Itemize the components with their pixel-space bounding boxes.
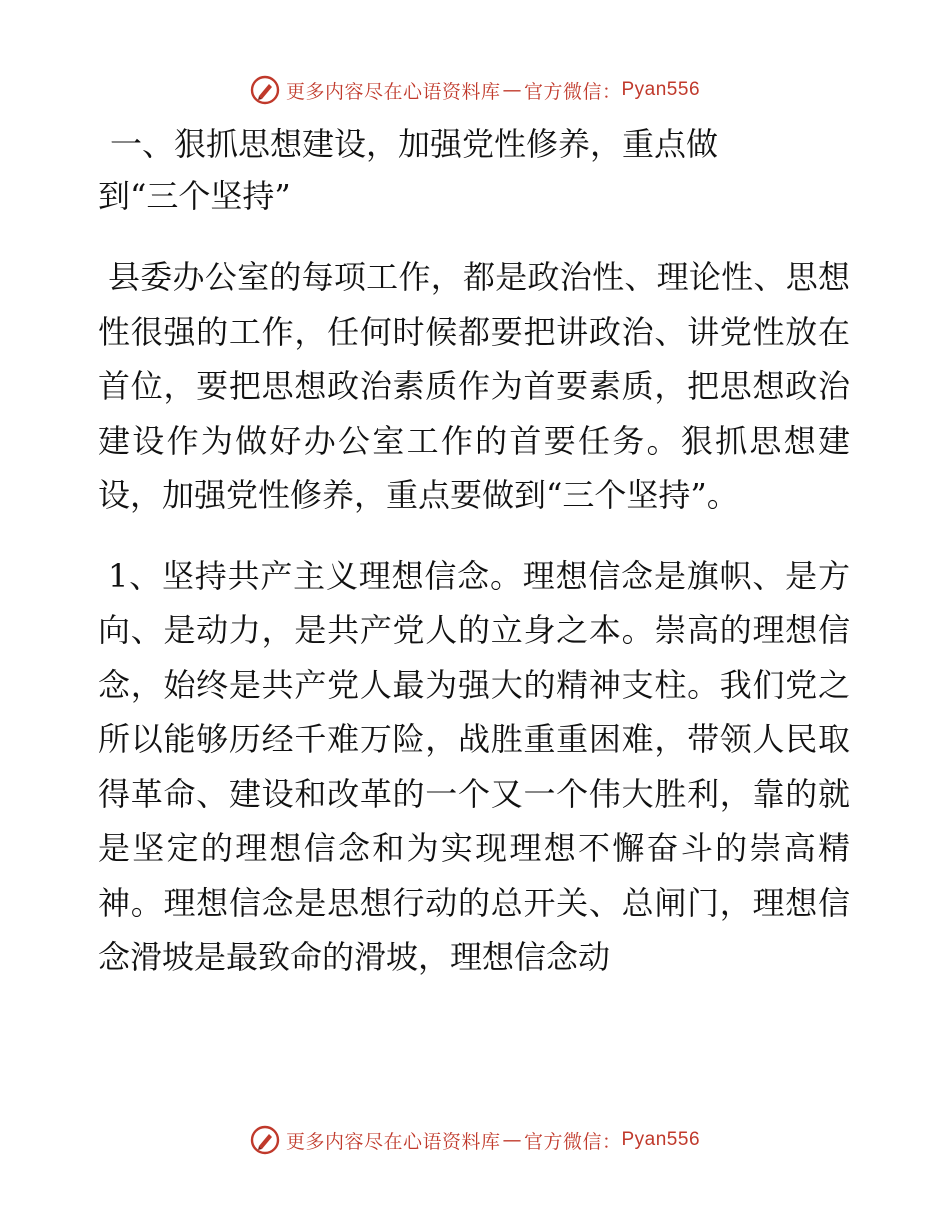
watermark-account: Pyan556 [621, 1129, 701, 1150]
paragraph-intro: 县委办公室的每项工作，都是政治性、理论性、思想性很强的工作，任何时候都要把讲政治、讲党性放在首位，要把思想政治素质作为首要素质，把思想政治建设作为做好办公室工作的首要任务。狠抓思想建设，加强党性修养，重点要做到“三个坚持”。 [98, 258, 850, 514]
watermark-account: Pyan556 [621, 79, 701, 100]
document-body [98, 118, 850, 985]
section-heading: 一、狠抓思想建设，加强党性修养，重点做到“三个坚持” [98, 125, 719, 215]
pen-logo-icon [250, 75, 280, 105]
watermark-text: 更多内容尽在心语资料库 [285, 80, 501, 103]
watermark-official-label: 官方微信： [523, 1130, 622, 1153]
paragraph-ideals: 1、坚持共产主义理想信念。理想信念是旗帜、是方向、是动力，是共产党人的立身之本。崇高的理想信念，始终是共产党人最为强大的精神支柱。我们党之所以能够历经千难万险，战胜重重困难，带领人民取得革命、建设和改革的一个又一个伟大胜利，靠的就是坚定的理想信念和为实现理想不懈奋斗的崇高精神。理想信念是思想行动的总开关、总闸门，理想信念滑坡是最致命的滑坡，理想信念动 [98, 556, 850, 976]
watermark-separator: — [502, 79, 522, 101]
pen-logo-icon [250, 1125, 280, 1155]
watermark-header [0, 70, 950, 110]
watermark-text: 更多内容尽在心语资料库 [285, 1130, 501, 1153]
watermark-footer [0, 1120, 950, 1160]
watermark-separator: — [502, 1129, 522, 1151]
watermark-official-label: 官方微信： [523, 80, 622, 103]
